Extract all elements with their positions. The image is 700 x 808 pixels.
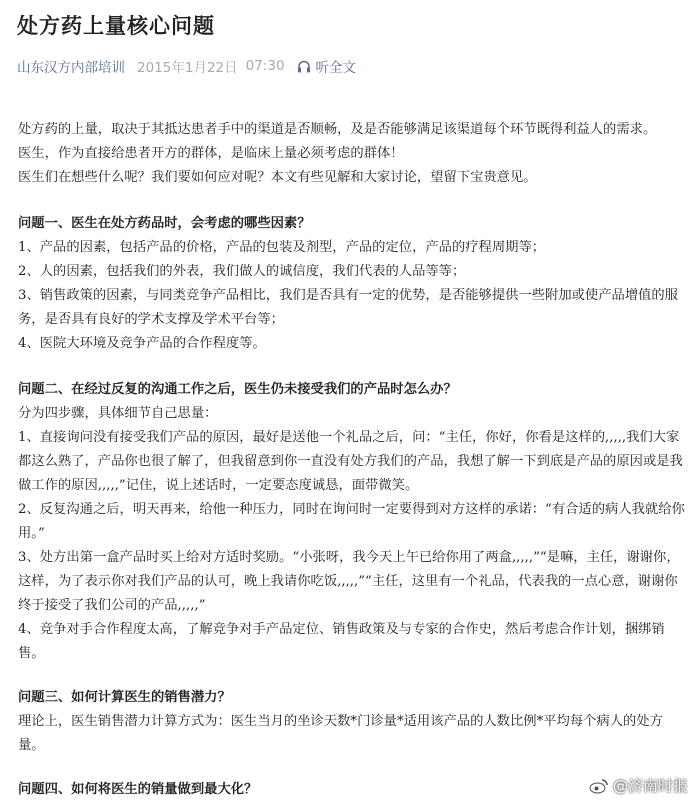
intro-paragraph: 处方药的上量，取决于其抵达患者手中的渠道是否顺畅，及是否能够满足该渠道每个环节既得利益人的需求。: [18, 122, 657, 137]
question-2-item: 4、竞争对手合作程度太高，了解竞争对手产品定位、销售政策及与专家的合作史，然后考虑合作计划，捆绑销售。: [18, 622, 665, 661]
question-1-heading: 问题一、医生在处方药品时，会考虑的哪些因素？: [18, 216, 311, 231]
intro-paragraph: 医生们在想些什么呢？我们要如何应对呢？本文有些见解和大家讨论，望留下宝贵意见。: [18, 170, 537, 185]
question-1-item: 3、销售政策的因素，与同类竞争产品相比，我们是否具有一定的优势，是否能够提供一些附加或使产品增值的服务，是否具有良好的学术支撑及学术平台等；: [18, 288, 679, 327]
publish-time: 07:30: [245, 58, 285, 74]
article-body: [18, 118, 686, 802]
publish-date: 2015年1月22日: [137, 60, 238, 76]
article-meta: [17, 56, 356, 76]
question-4-heading: 问题四、如何将医生的销量做到最大化？: [18, 782, 258, 797]
listen-button[interactable]: [297, 56, 357, 76]
article-title: 处方药上量核心问题: [17, 14, 215, 38]
question-1-item: 1、产品的因素，包括产品的价格，产品的包装及剂型，产品的定位，产品的疗程周期等；: [18, 240, 546, 255]
intro-paragraph: 医生，作为直接给患者开方的群体，是临床上量必须考虑的群体！: [18, 146, 404, 161]
question-2-intro: 分为四步骤，具体细节自己思量：: [18, 406, 218, 421]
article-source-link[interactable]: 山东汉方内部培训: [17, 60, 125, 76]
question-2-item: 3、处方出第一盒产品时买上给对方适时奖励。“小张呀，我今天上午已给你用了两盒,,,,,”“是嘛，主任，谢谢你，这样，为了表示你对我们产品的认可，晚上我请你吃饭,,,,,”“主任，这里有一个礼品，代表我的一点心意，谢谢你终于接受了我们公司的产品,,,,,”: [18, 550, 680, 613]
question-1-item: 4、医院大环境及竞争产品的合作程度等。: [18, 336, 266, 351]
question-3-text: 理论上，医生销售潜力计算方式为：医生当月的坐诊天数*门诊量*适用该产品的人数比例*平均每个病人的处方量。: [18, 714, 663, 753]
question-1-item: 2、人的因素，包括我们的外表，我们做人的诚信度，我们代表的人品等等；: [18, 264, 466, 279]
question-2-item: 1、直接询问没有接受我们产品的原因，最好是送他一个礼品之后，问：“主任，你好，你看是这样的,,,,,我们大家都这么熟了，产品你也很了解了，但我留意到你一直没有处方我们的产品，我想了解一下到底是产品的原因或是我做工作的原因,,,,,”记住，说上述话时，一定要态度诚恳，面带微笑。: [18, 430, 683, 493]
watermark-text: @济南时报: [612, 777, 688, 795]
question-2-item: 2、反复沟通之后，明天再来，给他一种压力，同时在询问时一定要得到对方这样的承诺：“有合适的病人我就给你用。”: [18, 502, 685, 541]
weibo-logo-icon: [589, 778, 609, 794]
watermark: [589, 775, 688, 796]
question-2-heading: 问题二、在经过反复的沟通工作之后，医生仍未接受我们的产品时怎么办？: [18, 382, 457, 397]
listen-label: 听全文: [315, 60, 357, 76]
question-3-heading: 问题三、如何计算医生的销售潜力？: [18, 690, 231, 705]
headphones-icon: [297, 60, 311, 73]
